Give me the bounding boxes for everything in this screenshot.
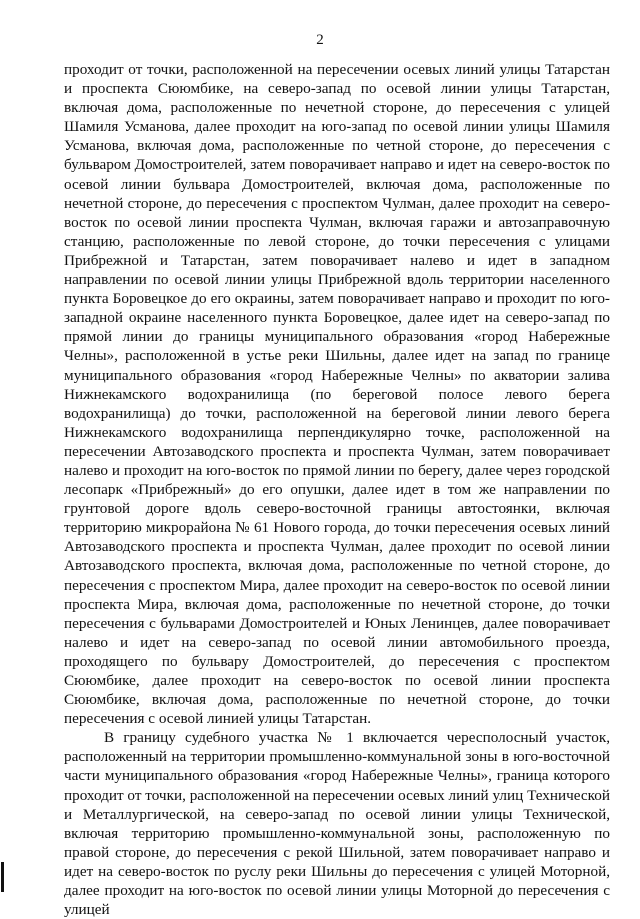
- paragraph-court-section-1: В границу судебного участка № 1 включается чересполосный участок, расположенный на территории промышленно-коммунальной зоны в юго-восточной части муниципального образования «город Набережные Челны», граница которого проходит от точки, расположенной на пересечении осевых линий улиц Технической и Металлургической, на северо-запад по осевой линии улицы Технической, включая территорию промышленно-коммунальной зоны, расположенную по правой стороне, до пересечения с рекой Шильной, затем поворачивает направо и идет на северо-восток по руслу реки Шильны до пересечения с улицей Моторной, далее проходит на юго-восток по осевой линии улицы Моторной до пересечения с улицей: [64, 729, 610, 919]
- paragraph-boundary-description: проходит от точки, расположенной на пересечении осевых линий улицы Татарстан и проспекта Сююмбике, на северо-запад по осевой линии улицы Татарстан, включая дома, расположенные по нечетной стороне, до пересечения с улицей Шамиля Усманова, далее проходит на юго-запад по осевой линии улицы Шамиля Усманова, включая дома, расположенные по четной стороне, до пересечения с бульваром Домостроителей, затем поворачивает направо и идет на северо-восток по осевой линии бульвара Домостроителей, включая дома, расположенные по нечетной стороне, до пересечения с проспектом Чулман, далее проходит на северо-восток по осевой линии проспекта Чулман, включая гаражи и автозаправочную станцию, расположенные по левой стороне, до точки пересечения с улицами Прибрежной и Татарстан, затем поворачивает налево и идет в западном направлении по осевой линии улицы Прибрежной вдоль территории населенного пункта Боровецкое до его окраины, затем поворачивает направо и проходит по юго-западной окраине населенного пункта Боровецкое, далее идет на северо-запад по прямой линии до границы муниципального образования «город Набережные Челны», расположенной в устье реки Шильны, далее идет на запад по границе муниципального образования «город Набережные Челны» по акватории залива Нижнекамского водохранилища (по береговой полосе левого берега водохранилища) до точки, расположенной на береговой линии левого берега Нижнекамского водохранилища перпендикулярно точке, расположенной на пересечении Автозаводского проспекта и проспекта Чулман, затем поворачивает налево и проходит на юго-восток по прямой линии по берегу, далее через городской лесопарк «Прибрежный» до его опушки, далее идет в том же направлении по грунтовой дороге вдоль северо-восточной границы автостоянки, включая территорию микрорайона № 61 Нового города, до точки пересечения осевых линий Автозаводского проспекта и проспекта Чулман, далее проходит по осевой линии Автозаводского проспекта, включая дома, расположенные по четной стороне, до пересечения с проспектом Мира, далее проходит на северо-восток по осевой линии проспекта Мира, включая дома, расположенные по нечетной стороне, до точки пересечения с бульварами Домостроителей и Юных Ленинцев, далее поворачивает налево и идет на северо-запад по осевой линии автомобильного проезда, проходящего по бульвару Домостроителей, до пересечения с проспектом Сююмбике, далее проходит на северо-восток по осевой линии проспекта Сююмбике, включая дома, расположенные по нечетной стороне, до точки пересечения с осевой линией улицы Татарстан.: [64, 61, 610, 728]
- page-number: 2: [316, 32, 324, 48]
- document-body: [64, 60, 610, 919]
- scan-edge-mark: [1, 862, 4, 892]
